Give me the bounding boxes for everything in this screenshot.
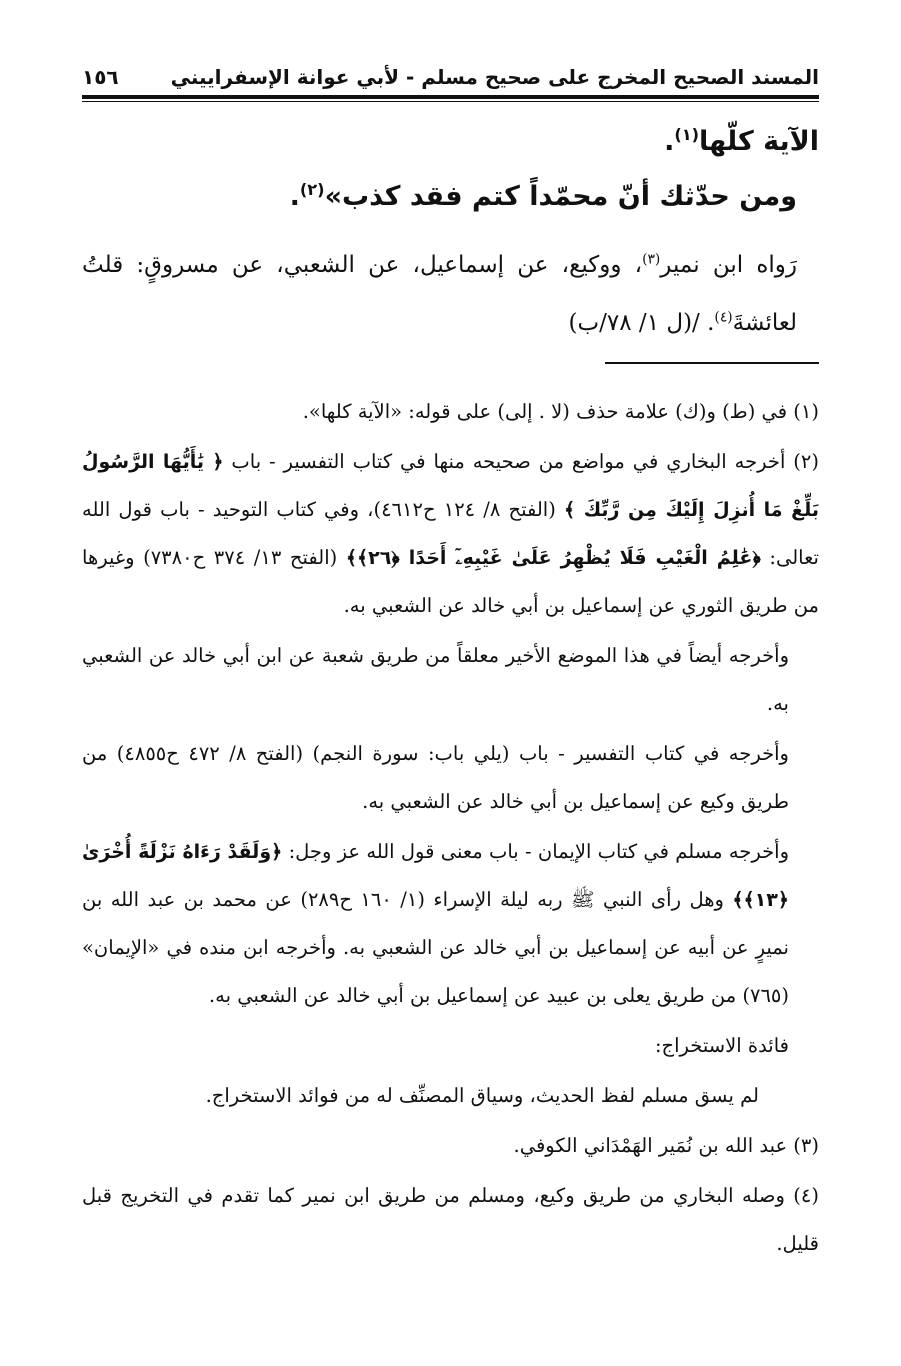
footnote-ref: (٣)	[642, 251, 661, 268]
footnote-2-para: فائدة الاستخراج:	[654, 1034, 789, 1057]
quran-verse: ﴿وَلَقَدْ رَءَاهُ نَزْلَةً أُخْرَىٰ ﴿١٣﴾﴾	[82, 841, 789, 911]
footnote-separator	[605, 362, 819, 364]
footnote-ref: (٤)	[714, 309, 733, 326]
running-title: المسند الصحيح المخرج على صحيح مسلم - لأبي عوانة الإسفراييني	[170, 65, 819, 89]
footnote-ref: (١)	[674, 125, 700, 144]
isnad-paragraph: رَواه ابن نمير$^{(٣)}$، ووكيع، عن إسماعيل، عن الشعبي، عن مسروقٍ: قلتُ لعائشةَ$^{(٤)}$. /(ل ١/ ٧٨/ب)	[82, 251, 797, 337]
quran-verse: ﴿ يَٰأَيُّهَا الرَّسُولُ بَلِّغْ مَا أُنزِلَ إِلَيْكَ مِن رَّبِّكَ ﴾	[82, 451, 819, 521]
footnote-4: (٤) وصله البخاري من طريق وكيع، ومسلم من طريق ابن نمير كما تقدم في التخريج قبل قليل.	[82, 1184, 819, 1255]
header-rule-thin	[82, 101, 819, 102]
footnote-2-para: وأخرجه في كتاب التفسير - باب (يلي باب: سورة النجم) (الفتح ٨/ ٤٧٢ ح٤٨٥٥) من طريق وكيع عن إسماعيل بن أبي خالد عن الشعبي به.	[82, 742, 789, 813]
header-rule	[82, 95, 819, 99]
footnote-3: (٣) عبد الله بن نُمَير الهَمْدَاني الكوفي.	[513, 1134, 819, 1157]
page-header	[82, 60, 819, 94]
footnote-1: (١) في (ط) و(ك) علامة حذف (لا . إلى) على قوله: «الآية كلها».	[302, 400, 819, 423]
hadith-line-1: الآية كلّها$^{(١)}$.	[664, 125, 819, 157]
page-number: ١٥٦	[82, 65, 119, 89]
footnote-2-para: وأخرجه أيضاً في هذا الموضع الأخير معلقاً من طريق شعبة عن ابن أبي خالد عن الشعبي به.	[82, 644, 789, 715]
footnote-2-para: وأخرجه مسلم في كتاب الإيمان - باب معنى قول الله عز وجل: ﴿وَلَقَدْ رَءَاهُ نَزْلَةً أُخْرَىٰ ﴿١٣﴾﴾ وهل رأى النبي ﷺ ربه ليلة الإسراء (١/ ١٦٠ ح٢٨٩) عن محمد بن عبد الله بن نميرٍ عن أبيه عن إسماعيل بن أبي خالد عن الشعبي به. وأخرجه ابن منده في «الإيمان» (٧٦٥) من طريق يعلى بن عبيد عن إسماعيل بن أبي خالد عن الشعبي به.	[82, 840, 789, 1007]
footnote-2: (٢) أخرجه البخاري في مواضع من صحيحه منها في كتاب التفسير - باب ﴿ يَٰأَيُّهَا الرَّسُولُ بَلِّغْ مَا أُنزِلَ إِلَيْكَ مِن رَّبِّكَ ﴾ (الفتح ٨/ ١٢٤ ح٤٦١٢)، وفي كتاب التوحيد - باب قول الله تعالى: ﴿عَٰلِمُ الْغَيْبِ فَلَا يُظْهِرُ عَلَىٰ غَيْبِهِۦٓ أَحَدًا ﴿٢٦﴾﴾ (الفتح ١٣/ ٣٧٤ ح٧٣٨٠) وغيرها من طريق الثوري عن إسماعيل بن أبي خالد عن الشعبي به.	[82, 450, 819, 617]
quran-verse: ﴿عَٰلِمُ الْغَيْبِ فَلَا يُظْهِرُ عَلَىٰ غَيْبِهِۦٓ أَحَدًا ﴿٢٦﴾﴾	[345, 547, 761, 569]
hadith-line-2: ومن حدّثك أنّ محمّداً كتم فقد كذب»$^{(٢)}$.	[289, 180, 797, 213]
main-text	[82, 118, 819, 352]
footnote-2-para: لم يسق مسلم لفظ الحديث، وسياق المصنِّف له من فوائد الاستخراج.	[205, 1084, 759, 1107]
footnotes	[82, 388, 819, 1270]
footnote-ref: (٢)	[299, 180, 325, 200]
